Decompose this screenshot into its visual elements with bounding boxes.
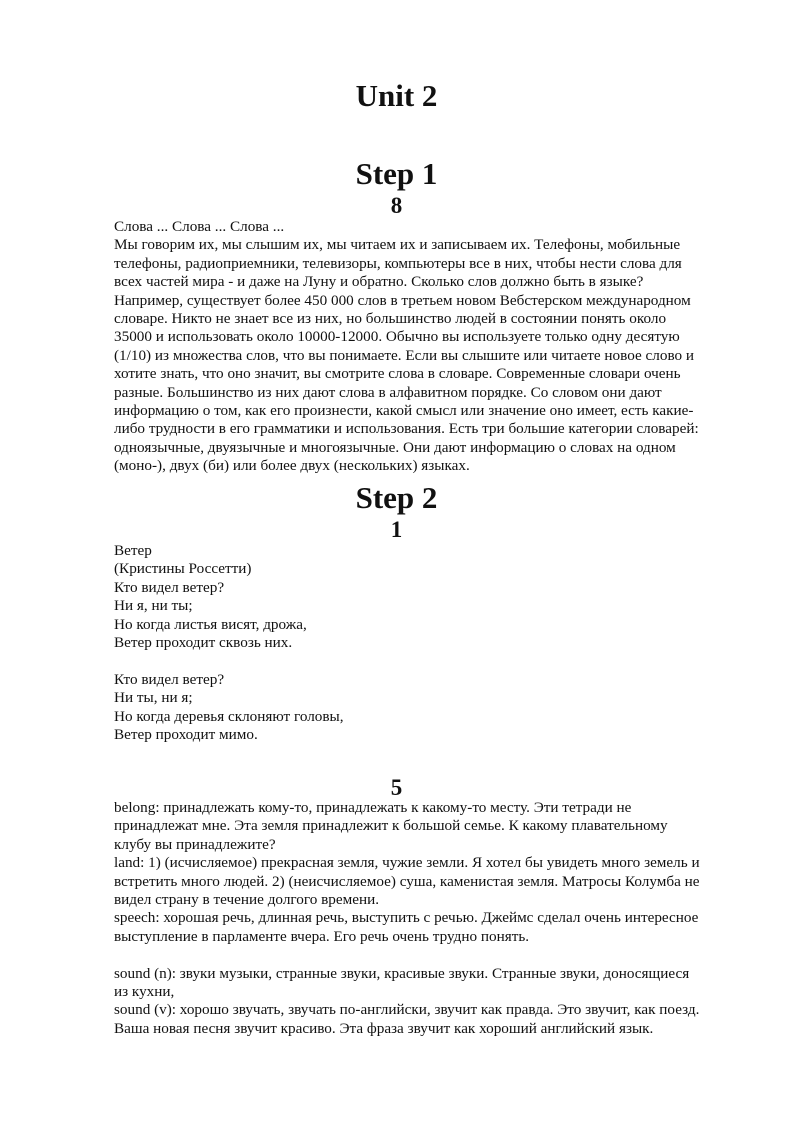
text-line: клубу вы принадлежите? [114,835,276,853]
text-line: Ни я, ни ты; [114,597,193,615]
text-line: (моно-), двух (би) или более двух (нескольких) языках. [114,457,470,475]
text-line: Например, существует более 450 000 слов в третьем новом Вебстерском международном [114,291,691,309]
text-line: всех частей мира - и даже на Луну и обратно. Сколько слов должно быть в языке? [114,273,644,291]
unit-title: Unit 2 [355,78,438,113]
text-line: Ветер проходит мимо. [114,725,258,743]
text-line: информацию о том, как его произнести, какой смысл или значение оно имеет, есть какие- [114,401,694,419]
step1-title: Step 1 [355,156,438,191]
text-line: Но когда листья висят, дрожа, [114,615,307,633]
text-line: либо трудности в его грамматики и использования. Есть три большие категории словарей: [114,420,699,438]
text-line: Мы говорим их, мы слышим их, мы читаем их и записываем их. Телефоны, мобильные [114,236,681,254]
text-line [114,652,754,670]
text-line: Ни ты, ни я; [114,689,193,707]
text-line: Слова ... Слова ... Слова ... [114,218,285,235]
vocabulary-text [114,799,754,1038]
text-line: Ветер проходит сквозь них. [114,633,293,651]
text-line: разные. Большинство из них дают слова в алфавитном порядке. Со словом они дают [114,383,662,401]
text-line: хотите знать, что оно значит, вы смотрите слова в словаре. Современные словари очень [114,365,681,383]
step1-text [114,218,754,475]
text-line: Ветер [114,542,152,559]
text-line: встретить много людей. 2) (неисчисляемое) суша, каменистая земля. Матросы Колумба не [114,872,700,890]
text-line: словаре. Никто не знает все из них, но большинство людей в состоянии понять около [114,309,667,327]
text-line: из кухни, [114,982,175,1000]
text-line: видел страну в течение долгого времени. [114,890,379,908]
text-line: belong: принадлежать кому-то, принадлежать к какому-то месту. Эти тетради не [114,799,632,816]
text-line: Ваша новая песня звучит красиво. Эта фраза звучит как хороший английский язык. [114,1019,654,1037]
text-line: Кто видел ветер? [114,670,225,688]
text-line: одноязычные, двуязычные и многоязычные. Они дают информацию о словах на одном [114,438,676,456]
text-line: speech: хорошая речь, длинная речь, выступить с речью. Джеймс сделал очень интересное [114,909,699,927]
step1-exercise-number: 8 [390,193,403,218]
step2-title: Step 2 [355,480,438,515]
text-line [114,946,754,964]
step2-exercise-5-number: 5 [390,775,403,800]
text-line: телефоны, радиоприемники, телевизоры, компьютеры все в них, чтобы нести слова для [114,254,682,272]
text-line: sound (v): хорошо звучать, звучать по-английски, звучит как правда. Это звучит, как поезд. [114,1001,700,1019]
poem-text [114,542,754,744]
text-line: Кто видел ветер? [114,578,225,596]
text-line: выступление в парламенте вчера. Его речь очень трудно понять. [114,927,530,945]
text-line: Но когда деревья склоняют головы, [114,707,344,725]
text-line: land: 1) (исчисляемое) прекрасная земля, чужие земли. Я хотел бы увидеть много земель и [114,854,700,872]
text-line: (Кристины Россетти) [114,560,252,578]
text-line: 35000 и использовать около 10000-12000. Обычно вы используете только одну десятую [114,328,680,346]
step2-exercise-1-number: 1 [390,517,403,542]
text-line: принадлежат мне. Эта земля принадлежит к большой семье. К какому плавательному [114,817,668,835]
text-line: sound (n): звуки музыки, странные звуки, красивые звуки. Странные звуки, доносящиеся [114,964,690,982]
text-line: (1/10) из множества слов, что вы понимаете. Если вы слышите или читаете новое слово и [114,346,695,364]
